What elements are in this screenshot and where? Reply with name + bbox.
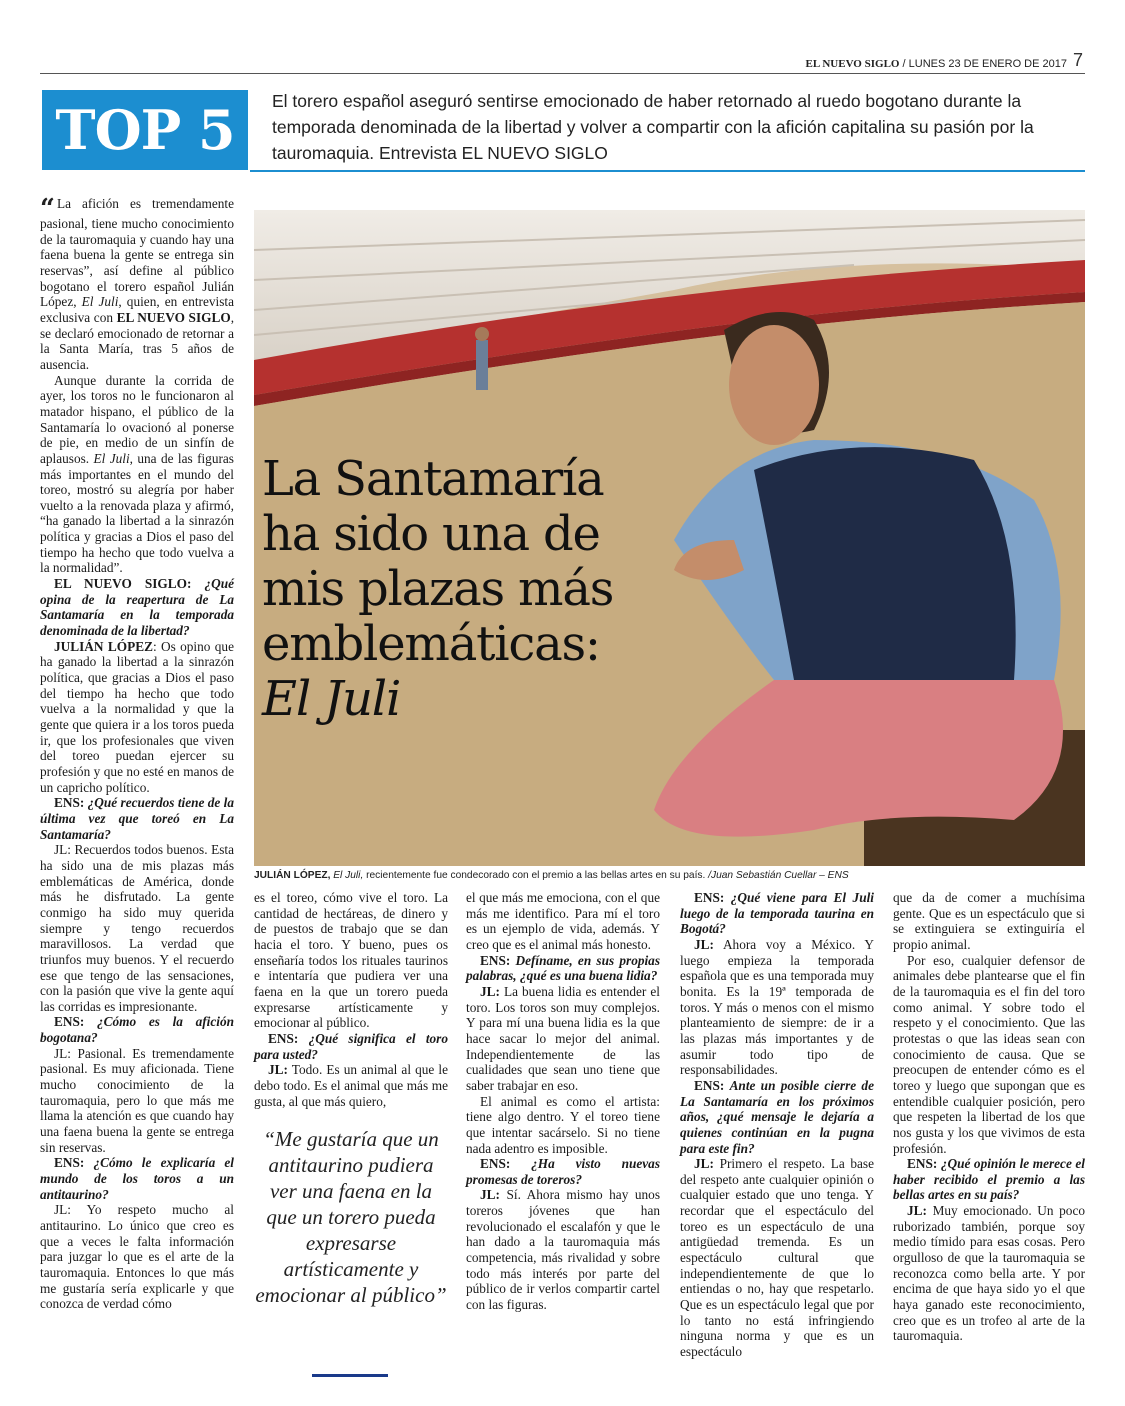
answer: JL: Pasional. Es tremendamente pasional. Es muy aficionada. Tiene mucho conocimiento de la tauromaquia, pero lo que más me llama la atención es que cuando hay una faena buena la gente se entrega sin reservas. [40, 1045, 234, 1155]
deck-summary: El torero español aseguró sentirse emocionado de haber retornado al ruedo bogotano durante la temporada denominada de la libertad y volver a compartir con la afición capitalina su pasión por la tauromaquia. Entrevista EL NUEVO SIGLO [272, 91, 1034, 163]
question: ENS: ¿Cómo le explicaría el mundo de los toros a un antitaurino? [40, 1155, 234, 1202]
pull-quote-rule [312, 1374, 388, 1377]
caption-alias: El Juli, [333, 870, 364, 881]
open-quote-glyph: “ [40, 194, 55, 224]
question: ENS: ¿Cómo es la afición bogotana? [40, 1014, 234, 1046]
headline [262, 452, 702, 727]
answer: JL: Primero el respeto. La base del respeto ante cualquier opinión o cualquier estado que uno tenga. Y recordar que el espectáculo del toreo es un espectáculo de una antigüedad tremenda. Es un espectáculo cultural que independientemente de que lo entiendas o no, hay que respetarlo. Que es un espectáculo legal que por lo tanto no está infringiendo ninguna norma y que es un espectáculo [680, 1156, 874, 1360]
article-column-1 [40, 196, 234, 1312]
caption-text: recientemente fue condecorado con el premio a las bellas artes en su país. [363, 870, 709, 881]
article-column-2 [254, 890, 448, 1109]
caption-credit: /Juan Sebastián Cuellar – ENS [708, 870, 849, 881]
answer: JL: Ahora voy a México. Y luego empieza la temporada española que es una temporada muy bonita. Es la 19ª temporada de toros. Y más o menos con el mismo planteamiento de siempre: de ir a las plazas más importantes y de asumir todo tipo de responsabilidades. [680, 936, 874, 1078]
article-column-5 [893, 890, 1085, 1344]
headline-line-2: ha sido una de [262, 506, 600, 562]
headline-line-5: El Juli [262, 671, 401, 727]
page-number: 7 [1072, 50, 1083, 70]
answer: JULIÁN LÓPEZ: Os opino que ha ganado la libertad a la sinrazón política, que gracias a Dios el paso del tiempo ha hecho que todo vuelva a la normalidad y que la gente que quiera ir a los toros pueda ir, que los profesionales que viven del toreo puedan ejercer su profesión y que no esté en manos de un capricho político. [40, 638, 234, 795]
question: ENS: ¿Qué recuerdos tiene de la última vez que toreó en La Santamaría? [40, 795, 235, 842]
photo-caption [254, 870, 1085, 881]
paragraph: Por eso, cualquier defensor de animales debe plantearse que el fin de la tauromaquia es el fin del toro como animal. Y sobre todo el respeto y el conocimiento. Que las protestas o que las ideas sean con conocimiento de causa. Que se preocupen de entender cómo es el toreo y luego que supongan que es entendible cualquier posición, pero que respeten la libertad de los que nos gusta y los que vivimos de esta profesión. [893, 952, 1085, 1156]
page-header [806, 58, 1067, 70]
question: ENS: Defíname, en sus propias palabras, ¿qué es una buena lidia? [466, 952, 661, 984]
answer: JL: Yo respeto mucho al antitaurino. Lo único que creo es que a veces le falta información para juzgar lo que es el arte de la tauromaquia. Entonces lo que más me gustaría sería explicarle y que conozca de verdad cómo [40, 1202, 234, 1312]
article-column-3 [466, 890, 660, 1313]
header-rule [40, 73, 1085, 74]
headline-line-3: mis plazas más [262, 561, 614, 617]
answer: JL: La buena lidia es entender el toro. Los toros son muy complejos. Y para mí una buena lidia es la que hace sacar lo mejor del animal. Independientemente de las cualidades que sean uno tiene que saber trabajar en eso. [466, 983, 660, 1093]
question: ENS: ¿Qué opinión le merece el haber recibido el premio a las bellas artes en su país? [893, 1156, 1085, 1203]
answer: JL: Todo. Es un animal al que le debo todo. Es el animal que más me gusta, al que más quiero, [254, 1062, 448, 1109]
paragraph: que da de comer a muchísima gente. Que es un espectáculo que si se extinguiera se extinguiría el propio animal. [893, 890, 1085, 952]
paragraph: El animal es como el artista: tiene algo dentro. Y el toreo tiene que intentar sacárselo. Si no tiene nada adentro es imposible. [466, 1093, 660, 1156]
caption-name: JULIÁN LÓPEZ, [254, 870, 331, 881]
answer: JL: Sí. Ahora mismo hay unos toreros jóvenes que han revolucionado el escalafón y que le han dado a la tauromaquia más competencia, más rivalidad y sobre todo más interés por parte del público de ir verlos compartir cartel con las figuras. [466, 1187, 660, 1313]
section-tag: TOP 5 [42, 90, 248, 170]
question: ENS: Ante un posible cierre de La Santamaría en los próximos años, ¿qué mensaje le dejaría a quienes continúan en la pugna para este fin? [680, 1077, 874, 1156]
question: EL NUEVO SIGLO: ¿Qué opina de la reapertura de La Santamaría en la temporada denominada de la libertad? [40, 576, 234, 639]
paragraph: “ La afición es tremendamente pasional, tiene mucho conocimiento de la tauromaquia y cuando hay una faena buena la gente se entrega sin reservas”, así define al público bogotano el torero español Julián López, El Juli, quien, en entrevista exclusiva con EL NUEVO SIGLO, se declaró emocionado de retornar a la Santa María, tras 5 años de ausencia. [40, 194, 235, 372]
article-column-4 [680, 890, 874, 1360]
answer: JL: Muy emocionado. Un poco ruborizado también, porque soy medio tímido para esas cosas. Pero orgulloso de que la tauromaquia se reconozca como bella arte. Y por encima de que haya sido yo el que haya ganado este reconocimiento, creo que es un trofeo al arte de la tauromaquia. [893, 1203, 1085, 1344]
question: ENS: ¿Qué viene para El Juli luego de la temporada taurina en Bogotá? [680, 890, 874, 937]
pull-quote: “Me gustaría que un antitaurino pudiera ver una faena en la que un torero pueda expresarse artísticamente y emocionar al público” [255, 1127, 447, 1307]
headline-line-4: emblemáticas: [262, 616, 600, 672]
issue-date: / LUNES 23 DE ENERO DE 2017 [902, 58, 1067, 70]
paper-name: EL NUEVO SIGLO [805, 58, 900, 70]
question: ENS: ¿Qué significa el toro para usted? [254, 1030, 448, 1062]
question: ENS: ¿Ha visto nuevas promesas de toreros? [466, 1156, 660, 1187]
headline-line-1: La Santamaría [262, 451, 604, 507]
paragraph: es el toreo, cómo vive el toro. La cantidad de hectáreas, de dinero y de puestos de trabajo que se dan hacia el toro. Y bueno, pues os enseñaría todos los rituales taurinos e intentaría que pudiera ver una faena en la que un torero pueda expresarse artísticamente y emocionar al público. [254, 890, 448, 1031]
paragraph: el que más me emociona, con el que más me identifico. Para mí el toro es un ejemplo de vida, además. Y creo que es el animal más honesto. [466, 890, 660, 952]
deck-rule [250, 170, 1085, 172]
answer: JL: Recuerdos todos buenos. Esta ha sido una de mis plazas más emblemáticas de América, donde más he disfrutado. La gente conmigo ha sido muy querida siempre y tengo recuerdos maravillosos. La verdad que triunfos muy buenos. Y el recuerdo ese que tengo de las sensaciones, con la pasión que vive la gente aquí las corridas es impresionante. [40, 842, 234, 1014]
paragraph: Aunque durante la corrida de ayer, los toros no le funcionaron al matador hispano, el público de la Santamaría lo ovacionó al ponerse de pie, en medio de un sinfín de aplausos. El Juli, una de las figuras más importantes en el mundo del toreo, mostró su alegría por haber vuelto a la renovada plaza y afirmó, “ha ganado la libertad a la sinrazón política y gracias a Dios el paso del tiempo ha hecho que todo vuelva a la normalidad”. [40, 372, 234, 576]
